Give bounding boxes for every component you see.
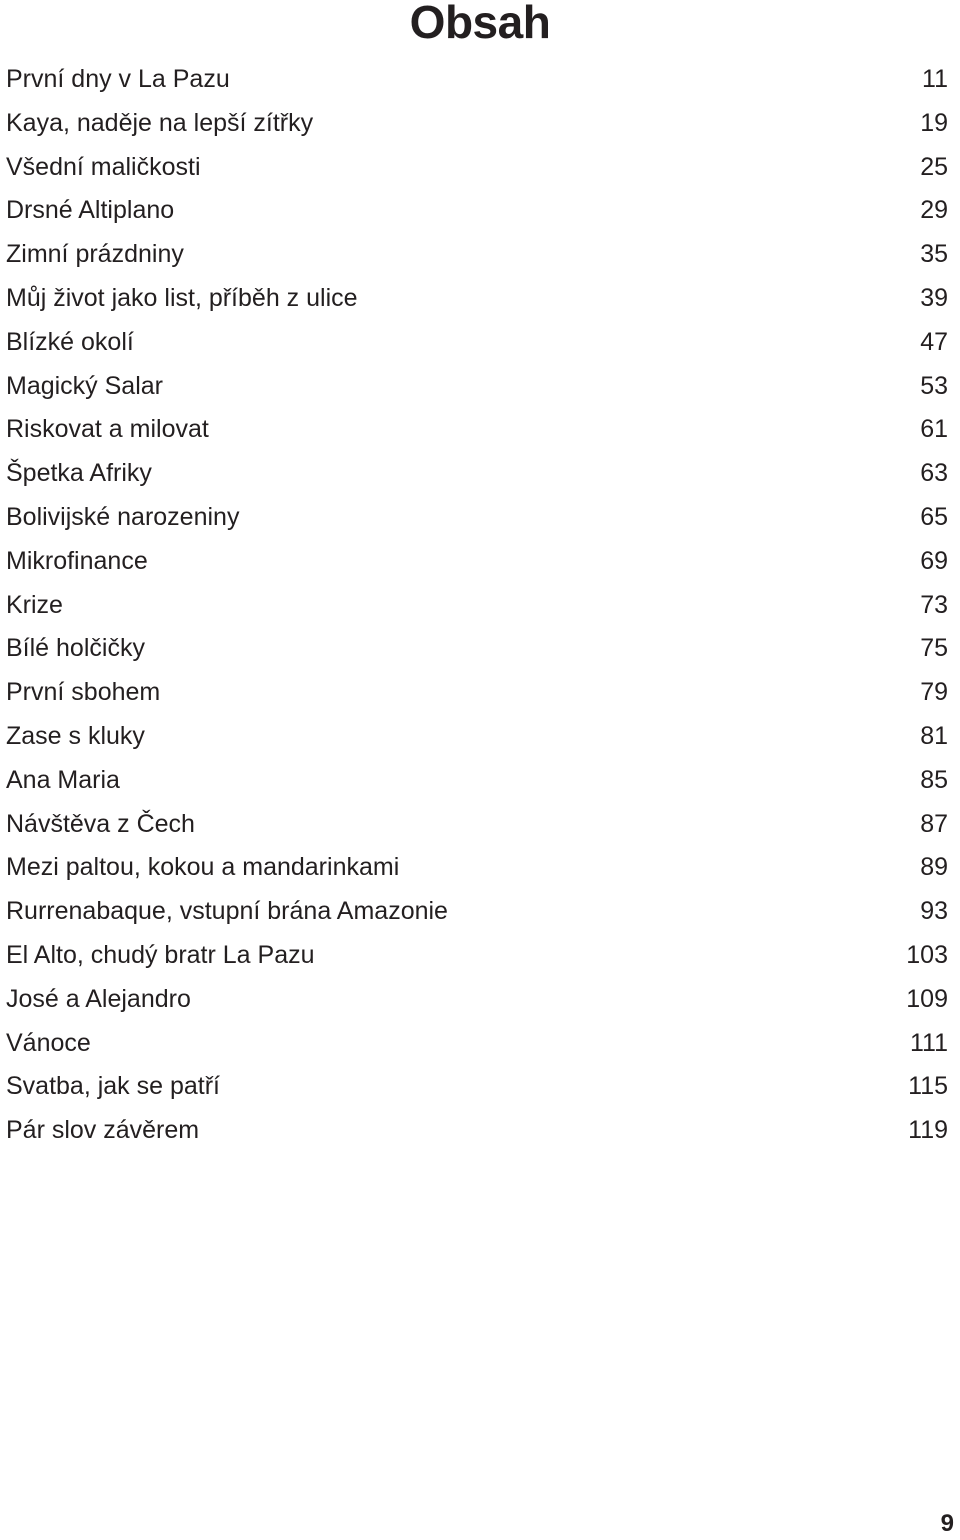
toc-entry-title: Špetka Afriky: [6, 459, 152, 488]
toc-entry-title: Mikrofinance: [6, 546, 148, 575]
toc-entry-title: Krize: [6, 590, 63, 619]
toc-entry-page: 85: [920, 765, 948, 794]
toc-entry-title: Riskovat a milovat: [6, 415, 209, 444]
toc-entry: [6, 846, 948, 890]
toc-entry: [6, 934, 948, 978]
toc-entry-page: 115: [908, 1072, 948, 1101]
toc-entry-title: El Alto, chudý bratr La Pazu: [6, 940, 315, 969]
toc-entry-page: 103: [906, 940, 948, 969]
toc-entry: [6, 102, 948, 146]
toc-entry-title: Zase s kluky: [6, 721, 145, 750]
toc-entry-page: 79: [920, 678, 948, 707]
toc-entry-title: Svatba, jak se patří: [6, 1072, 221, 1101]
toc-entry-title: První dny v La Pazu: [6, 65, 230, 93]
toc-entry-title: Všední maličkosti: [6, 152, 201, 181]
toc-entry-page: 75: [920, 634, 948, 663]
toc-entry-page: 11: [922, 65, 948, 93]
toc-entry: [6, 1109, 948, 1153]
toc-entry: [6, 715, 948, 759]
toc-entry-title: Blízké okolí: [6, 327, 134, 356]
toc-entry-page: 119: [908, 1116, 948, 1145]
toc-entry: [6, 452, 948, 496]
toc-entry: [6, 803, 948, 847]
toc-entry: [6, 540, 948, 584]
toc-entry-title: Můj život jako list, příběh z ulice: [6, 283, 358, 312]
toc-entry: [6, 189, 948, 233]
toc-entry-title: Návštěva z Čech: [6, 809, 195, 838]
toc-entry-page: 53: [920, 371, 948, 400]
toc-entry: [6, 1022, 948, 1066]
toc-entry-page: 89: [920, 853, 948, 882]
toc-entry-page: 109: [906, 984, 948, 1013]
toc-entry-page: 47: [920, 327, 948, 356]
toc-entry-page: 63: [920, 459, 948, 488]
toc-entry-page: 65: [920, 502, 948, 531]
toc-entry: [6, 408, 948, 452]
toc-entry: [6, 321, 948, 365]
toc-entry-title: Kaya, naděje na lepší zítřky: [6, 108, 314, 137]
toc-entry-page: 73: [920, 590, 948, 619]
toc-entry-title: Bílé holčičky: [6, 634, 145, 663]
toc-entry-title: Ana Maria: [6, 765, 120, 794]
toc-entry: [6, 978, 948, 1022]
toc-entry: [6, 365, 948, 409]
toc-entry: [6, 890, 948, 934]
table-of-contents: [6, 58, 948, 1153]
toc-entry: [6, 627, 948, 671]
toc-entry-title: Magický Salar: [6, 371, 163, 400]
toc-entry-page: 25: [920, 152, 948, 181]
toc-entry: [6, 1065, 948, 1109]
toc-entry-page: 81: [920, 721, 948, 750]
toc-entry-title: José a Alejandro: [6, 984, 191, 1013]
toc-entry: [6, 58, 948, 102]
toc-entry-page: 19: [920, 108, 948, 137]
toc-entry-title: Zimní prázdniny: [6, 240, 184, 269]
toc-entry-title: Drsné Altiplano: [6, 196, 175, 225]
toc-entry-title: Bolivijské narozeniny: [6, 502, 240, 531]
toc-entry-title: Rurrenabaque, vstupní brána Amazonie: [6, 897, 448, 926]
page-title: Obsah: [409, 0, 551, 48]
toc-entry-title: První sbohem: [6, 678, 161, 707]
toc-entry-page: 61: [920, 415, 948, 444]
toc-entry-page: 29: [920, 196, 948, 225]
toc-entry: [6, 671, 948, 715]
toc-entry: [6, 277, 948, 321]
toc-entry: [6, 146, 948, 190]
toc-entry-page: 87: [920, 809, 948, 838]
toc-entry-title: Mezi paltou, kokou a mandarinkami: [6, 853, 400, 882]
toc-entry-title: Vánoce: [6, 1028, 91, 1057]
toc-entry: [6, 233, 948, 277]
toc-entry-page: 93: [920, 897, 948, 926]
toc-entry-page: 69: [920, 546, 948, 575]
toc-entry-title: Pár slov závěrem: [6, 1116, 200, 1145]
toc-entry: [6, 496, 948, 540]
toc-entry-page: 111: [909, 1028, 948, 1057]
toc-entry-page: 39: [920, 283, 948, 312]
toc-entry-page: 35: [920, 240, 948, 269]
toc-entry: [6, 759, 948, 803]
toc-entry: [6, 584, 948, 628]
page-number: 9: [940, 1510, 954, 1537]
